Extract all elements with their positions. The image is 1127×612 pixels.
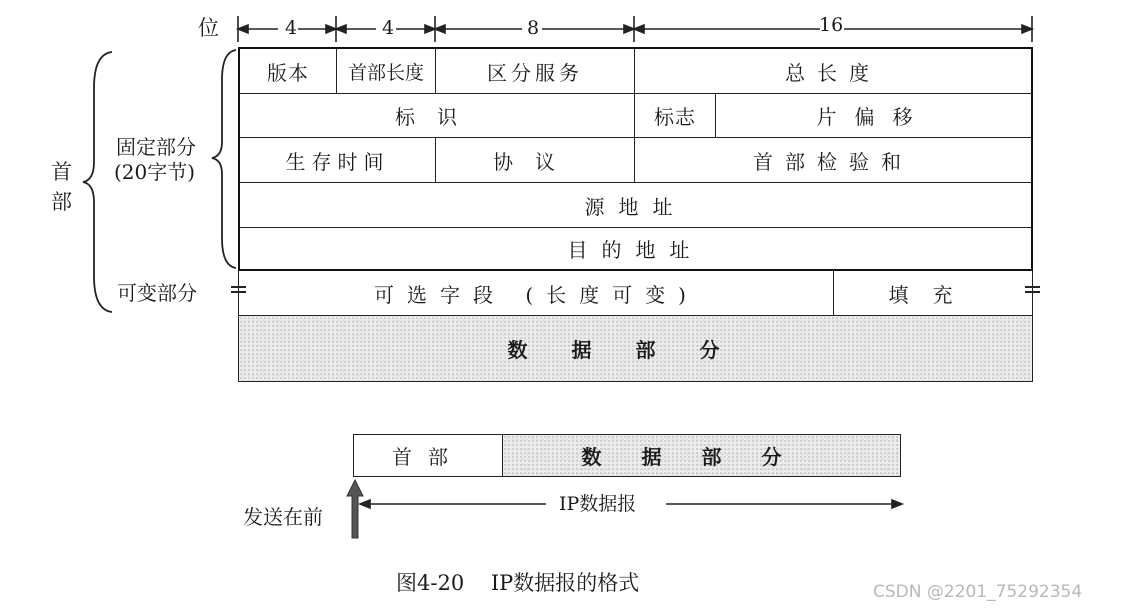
- field-version: 版本: [267, 60, 309, 85]
- field-diff-services: 区分服务: [487, 60, 583, 85]
- variable-part-label: 可变部分: [117, 281, 197, 305]
- bit-width-4: 16: [819, 14, 844, 36]
- bit-label: 位: [198, 16, 219, 40]
- field-checksum: 首部检验和: [753, 149, 913, 174]
- field-fragment-offset: 片偏移: [816, 105, 931, 129]
- bit-width-1: 4: [285, 17, 298, 39]
- data-part-label: 数据部分: [507, 337, 764, 362]
- fixed-part-label: 固定部分: [116, 135, 196, 159]
- bit-scale: [230, 12, 1040, 44]
- field-identification: 标识: [395, 105, 479, 129]
- datagram-data-label: 数据部分: [581, 445, 822, 469]
- bit-width-3: 8: [527, 17, 540, 39]
- field-header-length: 首部长度: [347, 61, 424, 84]
- send-first-label: 发送在前: [243, 505, 323, 529]
- field-protocol: 协议: [493, 149, 577, 174]
- fixed-size-label: (20字节): [114, 160, 196, 184]
- field-source-address: 源地址: [584, 194, 687, 219]
- field-total-length: 总长度: [785, 60, 881, 85]
- fixed-part-brace: [208, 46, 240, 272]
- field-ttl: 生存时间: [285, 149, 390, 174]
- field-destination-address: 目的地址: [567, 238, 704, 262]
- field-flags: 标志: [654, 105, 696, 129]
- field-padding: 填充: [888, 283, 977, 307]
- header-label: 首部: [51, 160, 72, 214]
- datagram-label: IP数据报: [559, 493, 637, 515]
- datagram-header-label: 首部: [392, 445, 464, 469]
- field-options: 可选字段 (长度可变): [374, 283, 699, 307]
- figure-caption: 图4-20 IP数据报的格式: [396, 571, 640, 595]
- watermark: CSDN @2201_75292354: [873, 582, 1083, 602]
- bit-width-2: 4: [382, 17, 395, 39]
